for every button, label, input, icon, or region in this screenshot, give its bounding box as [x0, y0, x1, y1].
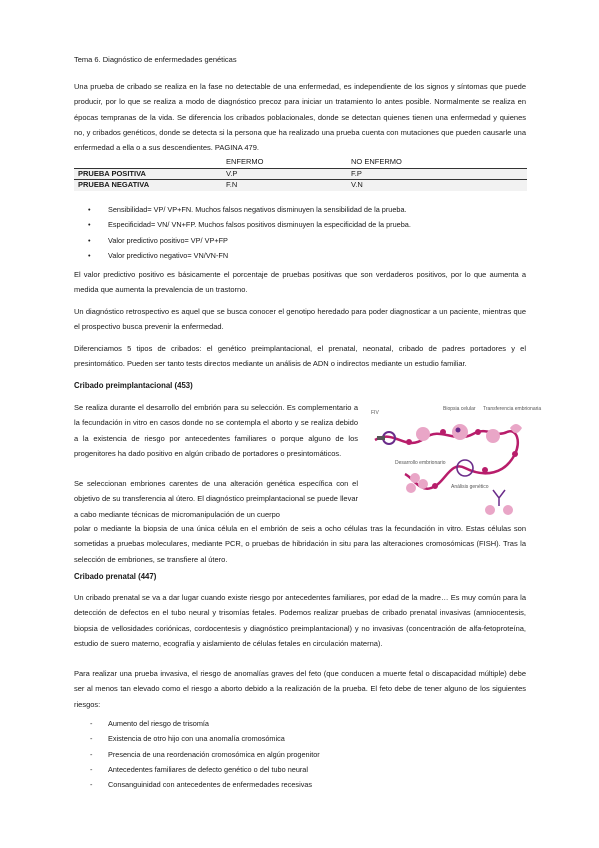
table-header-cell: NO ENFERMO — [347, 157, 527, 168]
table-cell: PRUEBA NEGATIVA — [74, 180, 222, 191]
fiv-pipette-icon — [377, 436, 385, 440]
table-cell: PRUEBA POSITIVA — [74, 168, 222, 180]
prenatal-paragraph-1: Un cribado prenatal se va a dar lugar cuando existe riesgo por antecedentes familiares, por edad de la madre… Es muy común para la detección de defectos en el tubo neural y trisomías fetales. Podemos realizar pruebas de cribado prenatal invasivas (amniocentesis, biopsia de vellosidades coriónicas, cordocentesis y diagnóstico preimplantacional) y no invasivas (concentración de alfa-fetoproteína, estudio de suero materno, ecografía y aislamiento de células fetales en circulación materna). — [74, 593, 526, 648]
table-cell: F.N — [222, 180, 347, 191]
list-item: - Antecedentes familiares de defecto genético o del tubo neural — [88, 762, 320, 777]
risk-list — [88, 716, 320, 792]
list-item: • Sensibilidad= VP/ VP+FN. Muchos falsos negativos disminuyen la sensibilidad de la prueba. — [88, 202, 411, 217]
step-marker — [432, 483, 438, 489]
embryo-development-icon — [410, 473, 420, 483]
step-marker — [482, 467, 488, 473]
vpp-paragraph: El valor predictivo positivo es básicamente el porcentaje de pruebas positivas que son verdaderos positivos, por lo que aumenta a medida que aumenta la prevalencia de un trastorno. — [74, 270, 526, 295]
step-marker — [440, 429, 446, 435]
figure-label: Análisis genético — [451, 484, 489, 490]
figure-label: Desarrollo embrionario — [395, 460, 446, 466]
figure-label: Biopsia celular — [443, 406, 476, 412]
biopsy-cell-icon — [456, 428, 461, 433]
list-item: • Especificidad= VN/ VN+FP. Muchos falsos positivos disminuyen la especificidad de la prueba. — [88, 217, 411, 232]
table-cell: V.P — [222, 168, 347, 180]
figure-label: FIV — [371, 410, 379, 416]
results-table — [74, 157, 527, 191]
preimplant-paragraph-2: Se seleccionan embriones carentes de una alteración genética específica con el objetivo de su transferencia al útero. El diagnóstico preimplantacional se puede llevar a cabo mediante técnicas de micromanipulación de un cuerpo — [74, 479, 358, 519]
list-item: - Consanguinidad con antecedentes de enfermedades recesivas — [88, 777, 320, 792]
list-item: - Aumento del riesgo de trisomía — [88, 716, 320, 731]
table-row — [74, 168, 527, 180]
prenatal-paragraph-2: Para realizar una prueba invasiva, el riesgo de anomalías graves del feto (que conducen a muerte fetal o discapacidad múltiple) debe ser al menos tan elevado como el riesgo a aborto debido a la realización de la prueba. El feto debe de tener alguno de los siguientes riesgos: — [74, 669, 526, 709]
selected-embryo-icon — [485, 505, 495, 515]
list-item: • Valor predictivo positivo= VP/ VP+FP — [88, 233, 411, 248]
list-item: • Valor predictivo negativo= VN/VN-FN — [88, 248, 411, 263]
document-title: Tema 6. Diagnóstico de enfermedades genéticas — [74, 55, 237, 64]
figure-label: Transferencia embrionaria — [483, 406, 542, 412]
step-marker — [512, 451, 518, 457]
table-cell: F.P — [347, 168, 527, 180]
table-header-cell: ENFERMO — [222, 157, 347, 168]
table-cell: V.N — [347, 180, 527, 191]
selection-fork-icon — [493, 490, 505, 506]
preimplantation-diagram — [365, 398, 542, 518]
embryo-biopsy-icon — [452, 424, 468, 440]
intro-paragraph: Una prueba de cribado se realiza en la fase no detectable de una enfermedad, es independiente de los signos y síntomas que puede producir, por lo que se realiza a modo de diagnóstico precoz para iniciar un tratamiento lo antes posible. Normalmente se realiza en épocas tempranas de la vida. Se diferencia los cribados poblacionales, donde se detectan quienes tienen una enfermedad y quienes no, y cribados genéticos, donde se detecta si la persona que ha realizado una prueba cuenta con mutaciones que pueden causarle una enfermedad a ella o a sus descendientes. PAGINA 479. — [74, 82, 526, 153]
preimplant-paragraph-2-continued: polar o mediante la biopsia de una única célula en el embrión de seis a ocho células tras la fecundación in vitro. Estas células son sometidas a pruebas moleculares, mediante PCR, o pruebas de hibridación in situ para las alteraciones cromosómicas (FISH). Tras la selección de embriones, se transfiere al útero. — [74, 524, 526, 564]
section-heading-preimplantacional: Cribado preimplantacional (453) — [74, 381, 193, 390]
preimplant-paragraph-1: Se realiza durante el desarrollo del embrión para su selección. Es complementario a la fecundación in vitro en casos donde no se contempla el aborto y se realiza debido a la existencia de riesgo por antecedentes familiares o porque alguno de los progenitores ha dado positivo en algún cribado de portadores o presintomáticos. — [74, 403, 358, 458]
types-paragraph: Diferenciamos 5 tipos de cribados: el genético preimplantacional, el prenatal, neonatal, cribado de padres portadores y el presintomático. Pueden ser tanto tests directos mediante un análisis de ADN o indirectos mediante un estudio familiar. — [74, 344, 526, 369]
list-item: - Existencia de otro hijo con una anomalía cromosómica — [88, 731, 320, 746]
table-header-row — [74, 157, 527, 168]
step-marker — [475, 429, 481, 435]
step-marker — [406, 439, 412, 445]
list-item: - Presencia de una reordenación cromosómica en algún progenitor — [88, 747, 320, 762]
section-heading-prenatal: Cribado prenatal (447) — [74, 572, 157, 581]
embryo-development-icon — [418, 479, 428, 489]
table-header-cell — [74, 157, 222, 168]
embryo-development-icon — [406, 483, 416, 493]
retrospective-paragraph: Un diagnóstico retrospectivo es aquel que se busca conocer el genotipo heredado para poder diagnosticar a un paciente, mientras que el prospectivo busca prevenir la enfermedad. — [74, 307, 526, 332]
table-row — [74, 180, 527, 191]
selected-embryo-icon — [503, 505, 513, 515]
embryo-cell-icon — [416, 427, 430, 441]
formula-list — [88, 202, 411, 264]
embryo-cell-icon — [486, 429, 500, 443]
